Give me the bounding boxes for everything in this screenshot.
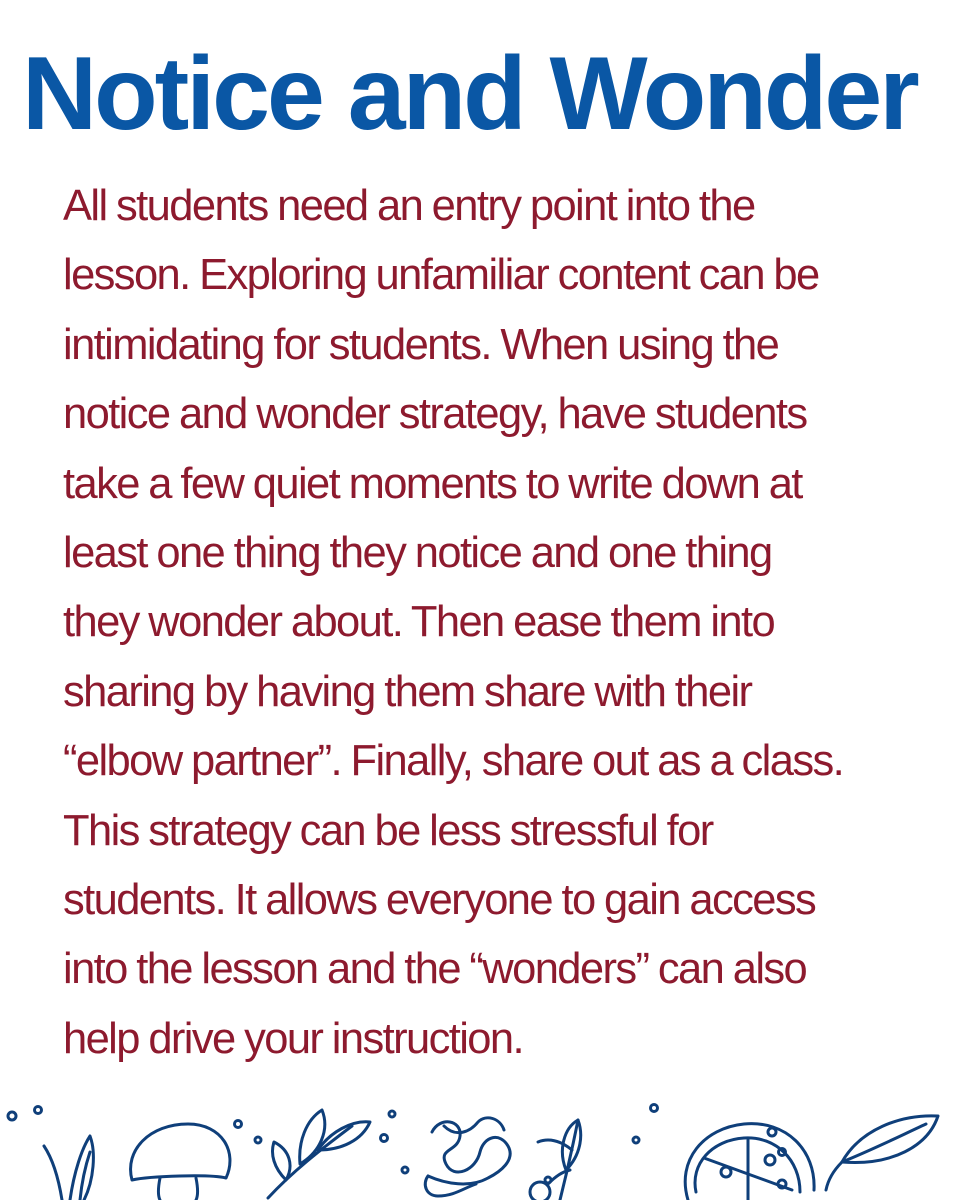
- mushroom-icon: [131, 1124, 230, 1200]
- body-line: This strategy can be less stressful for: [63, 806, 713, 855]
- body-line: intimidating for students. When using the: [63, 320, 779, 369]
- pizza-icon: [685, 1124, 814, 1200]
- food-doodle-svg: [0, 1080, 960, 1200]
- food-doodle-border: [0, 1080, 960, 1200]
- body-line: they wonder about. Then ease them into: [63, 598, 775, 647]
- cherry-sprig-icon: [530, 1120, 581, 1200]
- body-line: into the lesson and the “wonders” can also: [63, 945, 807, 994]
- herb-sprig-icon: [268, 1110, 370, 1198]
- body-line: help drive your instruction.: [63, 1014, 523, 1063]
- body-line: “elbow partner”. Finally, share out as a class.: [63, 737, 844, 786]
- body-paragraph: [63, 172, 943, 1074]
- page-title: Notice and Wonder: [22, 36, 917, 152]
- body-line: sharing by having them share with their: [63, 667, 752, 716]
- pasta-icon: [425, 1118, 510, 1196]
- body-line: lesson. Exploring unfamiliar content can be: [63, 251, 819, 300]
- basil-leaf-icon: [826, 1116, 938, 1190]
- dots-decoration: [8, 1105, 786, 1184]
- body-line: notice and wonder strategy, have students: [63, 390, 807, 439]
- leaf-icon: [44, 1136, 93, 1200]
- body-line: students. It allows everyone to gain access: [63, 876, 816, 925]
- body-line: take a few quiet moments to write down at: [63, 459, 802, 508]
- body-line: All students need an entry point into the: [63, 182, 755, 230]
- body-line: least one thing they notice and one thing: [63, 529, 772, 578]
